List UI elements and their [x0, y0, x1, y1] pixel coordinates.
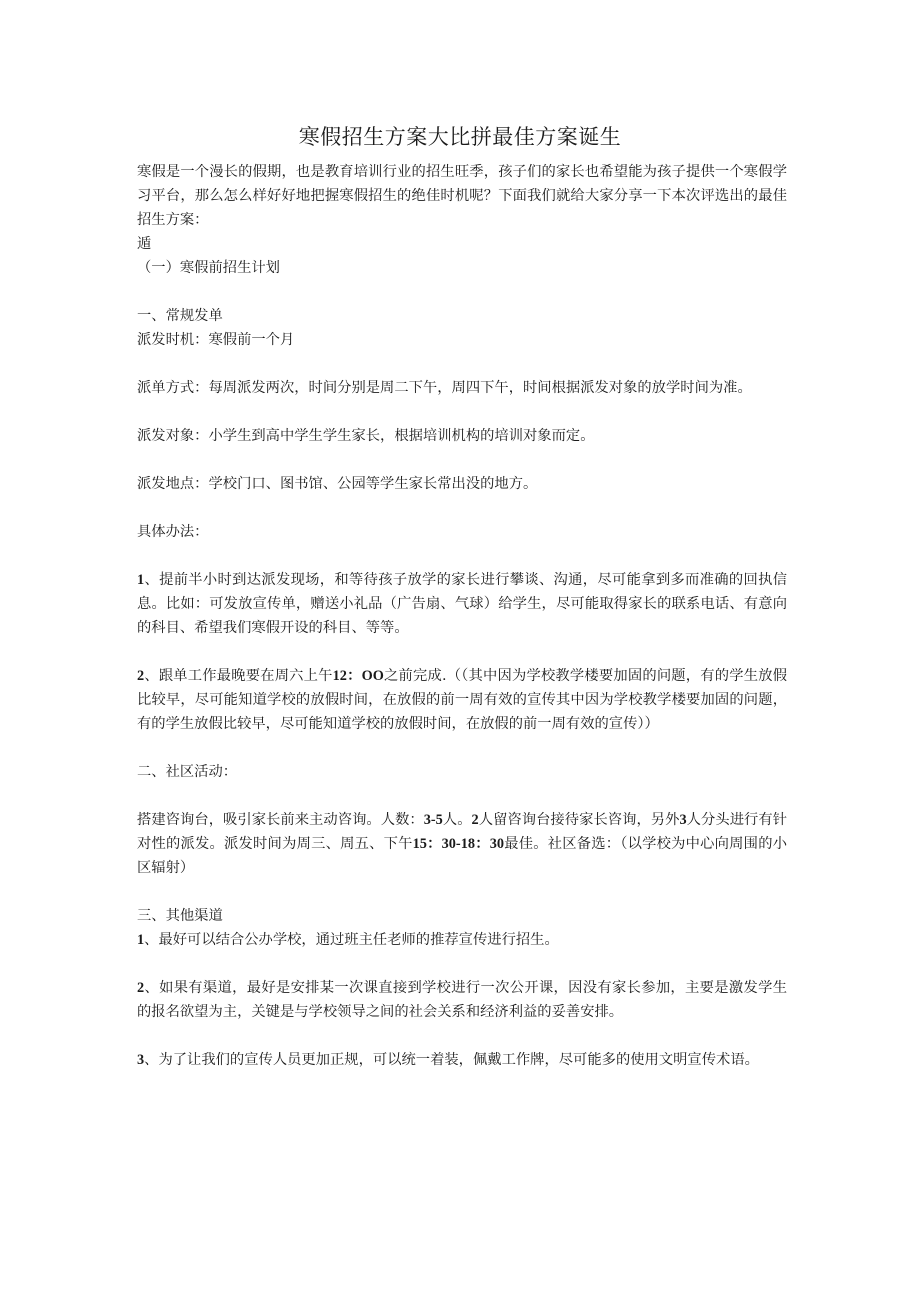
community-text: 最佳。社区备选：（以学校为中心向周围的小区辐射） [137, 836, 787, 876]
page-title: 寒假招生方案大比拼最佳方案诞生 [298, 125, 622, 149]
desk-staff-count: 2 [471, 812, 479, 828]
channel-text: 、最好可以结合公办学校，通过班主任老师的推荐宣传进行招生。 [144, 932, 559, 948]
measure-item-2 [137, 664, 787, 736]
measures-heading: 具体办法： [137, 524, 209, 540]
section-heading-community: 二、社区活动： [137, 764, 238, 780]
deadline-time: 12：OO [332, 668, 384, 684]
measure-item-1 [137, 568, 787, 640]
channel-number: 2 [137, 980, 145, 996]
section-heading-other-channels: 三、其他渠道 [137, 908, 223, 924]
flyer-timing: 派发时机：寒假前一个月 [137, 332, 295, 348]
section-heading-regular-flyers: 一、常规发单 [137, 308, 223, 324]
flyer-target: 派发对象：小学生到高中学生学生家长，根据培训机构的培训对象而定。 [137, 428, 595, 444]
measure-number: 1 [137, 572, 145, 588]
measure-text: 、跟单工作最晚要在周六上午 [144, 668, 333, 684]
field-staff-count: 3 [679, 812, 687, 828]
community-text: 人。 [442, 812, 472, 828]
intro-tail: 遁 [137, 236, 152, 252]
measure-number: 2 [137, 668, 145, 684]
channel-text: 、为了让我们的宣传人员更加正规，可以统一着装，佩戴工作牌，尽可能多的使用文明宣传术语。 [144, 1052, 759, 1068]
best-time: 15：30-18：30 [412, 836, 505, 852]
community-text: 人分头进行有针对性的派发。派发时间为周三、周五、下午 [137, 812, 788, 852]
document-body [137, 160, 787, 1072]
flyer-place: 派发地点：学校门口、图书馆、公园等学生家长常出没的地方。 [137, 476, 538, 492]
measure-text: 、提前半小时到达派发现场，和等待孩子放学的家长进行攀谈、沟通，尽可能拿到多而准确的回执信息。比如：可发放宣传单，赠送小礼品（广告扇、气球）给学生，尽可能取得家长的联系电话、有意向的科目、希望我们寒假开设的科目、等等。 [137, 572, 787, 636]
channel-item-3 [137, 1048, 787, 1072]
channel-item-2 [137, 976, 787, 1024]
channel-number: 3 [137, 1052, 145, 1068]
channel-number: 1 [137, 932, 145, 948]
section-heading-pre-holiday: （一）寒假前招生计划 [137, 260, 280, 276]
measure-text: 之前完成.（（其中因为学校教学楼要加固的问题，有的学生放假比较早，尽可能知道学校的放假时间，在放假的前一周有效的宣传其中因为学校教学楼要加固的问题，有的学生放假比较早，尽可能知道学校的放假时间，在放假的前一周有效的宣传）） [137, 668, 787, 732]
staff-count: 3-5 [423, 812, 443, 828]
channel-text: 、如果有渠道，最好是安排某一次课直接到学校进行一次公开课，因没有家长参加，主要是激发学生的报名欲望为主，关键是与学校领导之间的社会关系和经济利益的妥善安排。 [137, 980, 787, 1020]
community-text: 人留咨询台接待家长咨询，另外 [478, 812, 680, 828]
community-paragraph [137, 808, 787, 880]
flyer-method: 派单方式：每周派发两次，时间分别是周二下午，周四下午，时间根据派发对象的放学时间为准。 [137, 380, 752, 396]
community-text: 搭建咨询台，吸引家长前来主动咨询。人数： [137, 812, 424, 828]
intro-paragraph: 寒假是一个漫长的假期，也是教育培训行业的招生旺季，孩子们的家长也希望能为孩子提供一个寒假学习平台，那么怎么样好好地把握寒假招生的绝佳时机呢？下面我们就给大家分享一下本次评选出的最佳招生方案： [137, 164, 787, 228]
channel-item-1 [137, 928, 787, 952]
